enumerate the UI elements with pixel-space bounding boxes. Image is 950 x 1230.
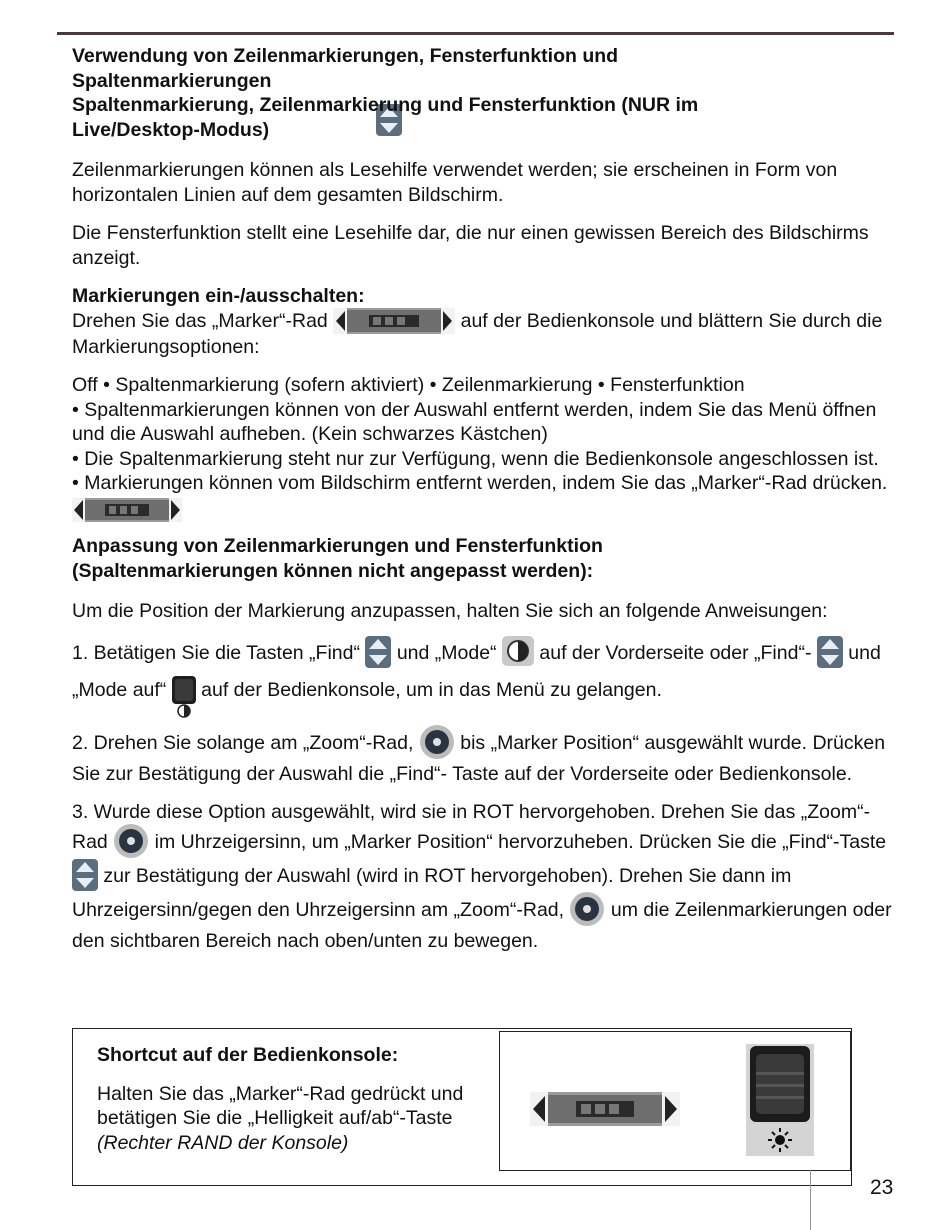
- section2-intro: Um die Position der Markierung anzupassen, halten Sie sich an folgende Anweisungen:: [72, 600, 828, 623]
- side-rule: [810, 1170, 811, 1230]
- find-updown-icon: [72, 859, 98, 891]
- shortcut-note: (Rechter RAND der Konsole): [97, 1131, 349, 1154]
- top-rule: [57, 32, 894, 35]
- shortcut-box: [72, 1028, 852, 1186]
- bullet-1: • Spaltenmarkierungen können von der Auswahl entfernt werden, indem Sie das Menü öffnen und die Auswahl aufheben. (Kein schwarzes Kästchen): [72, 398, 877, 445]
- step-2: [72, 726, 892, 787]
- marker-wheel-text-before: Drehen Sie das „Marker“-Rad: [72, 309, 328, 332]
- section2-title-line-2: (Spaltenmarkierungen können nicht angepasst werden):: [72, 559, 594, 582]
- section1-paragraph: [72, 309, 892, 360]
- step1-text-b: und „Mode“: [396, 642, 497, 664]
- brightness-button-icon: [746, 1044, 814, 1161]
- console-illustration: [499, 1031, 851, 1171]
- zoom-wheel-icon: [569, 891, 605, 927]
- shortcut-title: Shortcut auf der Bedienkonsole:: [97, 1044, 399, 1066]
- marker-options: Off • Spaltenmarkierung (sofern aktiviert) • Zeilenmarkierung • Fensterfunktion: [72, 374, 745, 396]
- shortcut-text-area: [97, 1043, 497, 1155]
- step1-text-d: und „Mode auf“: [72, 642, 881, 701]
- mode-contrast-icon: [502, 636, 534, 666]
- find-updown-icon: [817, 636, 843, 668]
- step1-text-e: auf der Bedienkonsole, um in das Menü zu gelangen.: [201, 679, 662, 701]
- marker-wheel-icon: [530, 1092, 680, 1131]
- step1-text-a: 1. Betätigen Sie die Tasten „Find“: [72, 642, 360, 664]
- marker-wheel-press-icon: [72, 498, 182, 522]
- marker-wheel-text-after: auf der Bedienkonsole und blättern Sie durch die Markierungsoptionen:: [72, 309, 883, 358]
- step2-text-a: 2. Drehen Sie solange am „Zoom“-Rad,: [72, 732, 414, 754]
- marker-wheel-icon: [333, 308, 455, 334]
- find-updown-icon: [365, 636, 391, 668]
- bullet-3-wrap: [72, 471, 892, 520]
- heading-line-1: Verwendung von Zeilenmarkierungen, Fensterfunktion und: [72, 45, 619, 67]
- step-1: [72, 638, 892, 712]
- step3-text-c: zur Bestätigung der Auswahl (wird in ROT hervorgehoben). Drehen Sie dann im Uhrzeigersinn/gegen den Uhrzeigersinn am „Zoom“-Rad,: [72, 865, 792, 921]
- heading-line-3: Spaltenmarkierung, Zeilenmarkierung und Fensterfunktion (NUR im: [72, 94, 699, 116]
- bullet-3: • Markierungen können vom Bildschirm entfernt werden, indem Sie das „Marker“-Rad drücken.: [72, 472, 888, 494]
- step1-text-c: auf der Vorderseite oder „Find“-: [539, 642, 812, 664]
- heading-line-2: Spaltenmarkierungen: [72, 69, 272, 92]
- shortcut-text: Halten Sie das „Marker“-Rad gedrückt und betätigen Sie die „Helligkeit auf/ab“-Taste: [97, 1082, 464, 1129]
- section2-title-line-1: Anpassung von Zeilenmarkierungen und Fensterfunktion: [72, 535, 603, 558]
- step-3: [72, 800, 892, 953]
- step3-text-a: 3. Wurde diese Option ausgewählt, wird sie in ROT hervorgehoben. Drehen Sie das „Zoom“-Rad: [72, 801, 871, 853]
- step2-text-b: bis „Marker Position“ ausgewählt wurde. Drücken Sie zur Bestätigung der Auswahl die „Find“- Taste auf der Vorderseite oder Bedienkonsole.: [72, 732, 886, 785]
- page-number: 23: [870, 1176, 894, 1199]
- zoom-wheel-icon: [419, 724, 455, 760]
- page-content: [72, 44, 892, 967]
- heading-line-4: Live/Desktop-Modus): [72, 118, 270, 141]
- zoom-wheel-icon: [113, 823, 149, 859]
- intro-paragraph-1: Zeilenmarkierungen können als Lesehilfe verwendet werden; sie erscheinen in Form von horizontalen Linien auf dem gesamten Bildschirm.: [72, 159, 838, 206]
- section1-title: Markierungen ein-/ausschalten:: [72, 285, 365, 307]
- step3-text-d: um die Zeilenmarkierungen oder den sichtbaren Bereich nach oben/unten zu bewegen.: [72, 899, 892, 952]
- step3-text-b: im Uhrzeigersinn, um „Marker Position“ hervorzuheben. Drücken Sie die „Find“-Taste: [154, 831, 887, 853]
- intro-paragraph-2: Die Fensterfunktion stellt eine Lesehilfe dar, die nur einen gewissen Bereich des Bildschirms anzeigt.: [72, 222, 869, 269]
- bullet-2: • Die Spaltenmarkierung steht nur zur Verfügung, wenn die Bedienkonsole angeschlossen ist.: [72, 447, 879, 470]
- mode-button-icon: [172, 676, 196, 718]
